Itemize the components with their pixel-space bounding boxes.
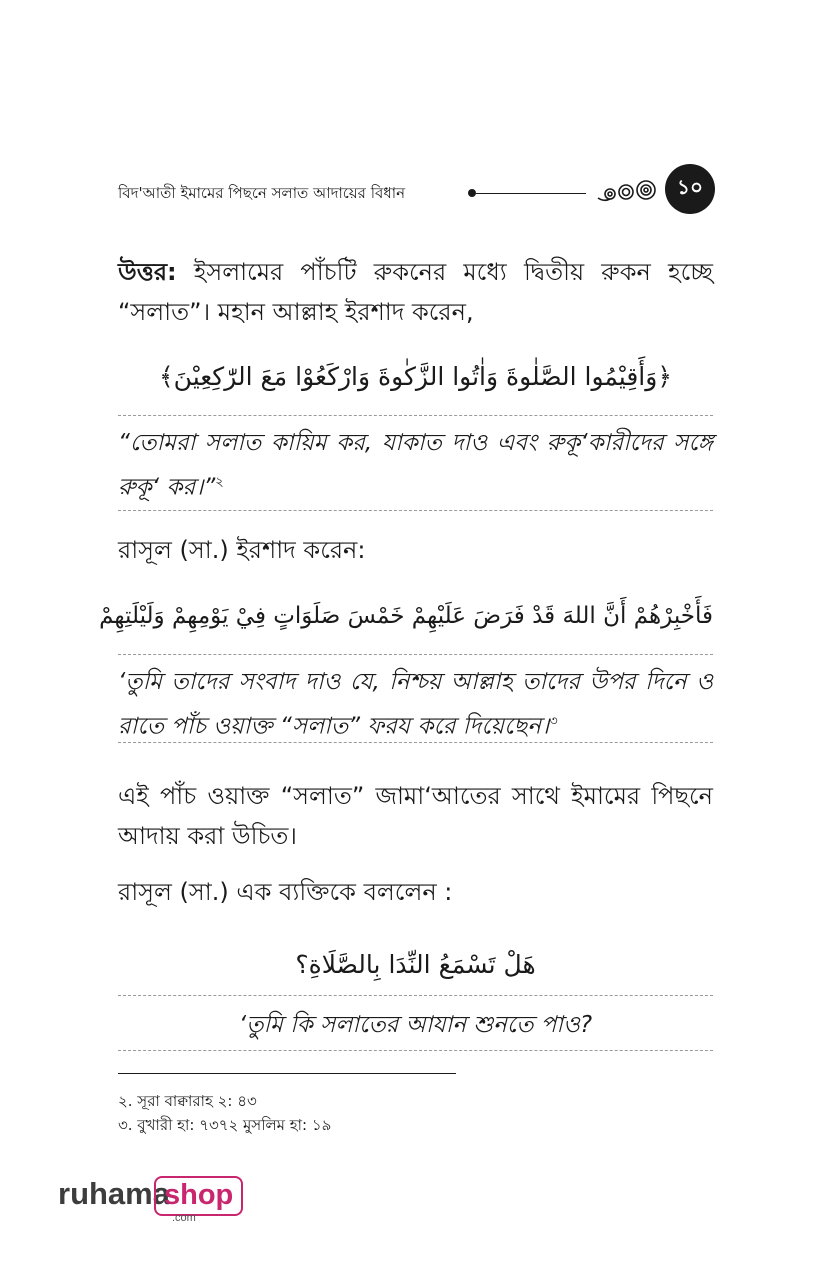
logo-wordmark: ruhama (58, 1176, 170, 1211)
answer-text: ইসলামের পাঁচটি রুকনের মধ্যে দ্বিতীয় রুকন হচ্ছে “সলাত”। মহান আল্লাহ ইরশাদ করেন, (118, 258, 713, 326)
body-paragraph: এই পাঁচ ওয়াক্ত “সলাত” জামা‘আতের সাথে ইমামের পিছনে আদায় করা উচিত। (118, 782, 713, 850)
divider (118, 654, 713, 655)
divider (118, 1050, 713, 1051)
divider (118, 415, 713, 416)
hadith-arabic: فَأَخْبِرْهُمْ أَنَّ اللهَ قَدْ فَرَضَ عَلَيْهِمْ خَمْسَ صَلَوَاتٍ فِيْ يَوْمِهِمْ وَلَيْلَتِهِمْ (99, 603, 713, 629)
footnote-rule (118, 1073, 456, 1074)
verse-translation-text: “তোমরা সলাত কায়িম কর, যাকাত দাও এবং রুকূ‘কারীদের সঙ্গে রুকূ‘ কর।” (118, 430, 713, 501)
hadith-intro: রাসূল (সা.) এক ব্যক্তিকে বললেন : (118, 878, 453, 906)
footnote-ref: ৩ (549, 714, 558, 729)
verse-translation (118, 423, 713, 508)
header-rule (476, 193, 586, 194)
verse-arabic: ﴿وَأَقِيْمُوا الصَّلٰوةَ وَاٰتُوا الزَّكٰوةَ وَارْكَعُوْا مَعَ الرّٰكِعِيْنَ﴾ (159, 362, 672, 391)
hadith-intro: রাসূল (সা.) ইরশাদ করেন: (118, 536, 366, 564)
divider (118, 995, 713, 996)
hadith-translation: ‘তুমি কি সলাতের আযান শুনতে পাও? (238, 1012, 593, 1038)
header-dot (468, 189, 476, 197)
footnote: ২. সূরা বাক্বারাহ ২: ৪৩ (118, 1092, 257, 1110)
page-number: ১০ (677, 175, 703, 199)
answer-label: উত্তর: (118, 258, 177, 286)
logo-shop-badge: shop (154, 1176, 243, 1216)
divider (118, 742, 713, 743)
hadith-translation (118, 662, 713, 747)
running-title: বিদ'আতী ইমামের পিছনে সলাত আদায়ের বিধান (118, 184, 406, 202)
ornament-swirl-icon (596, 176, 664, 206)
hadith-arabic: هَلْ تَسْمَعُ النِّدَا بِالصَّلَاةِ؟ (295, 950, 536, 979)
answer-paragraph (118, 252, 713, 332)
hadith-translation-text: ‘তুমি তাদের সংবাদ দাও যে, নিশ্চয় আল্লাহ তাদের উপর দিনে ও রাতে পাঁচ ওয়াক্ত “সলাত” ফরয করে দিয়েছেন। (118, 669, 713, 740)
footnote: ৩. বুখারী হা: ৭৩৭২ মুসলিম হা: ১৯ (118, 1116, 332, 1134)
footnote-ref: ২ (215, 475, 224, 490)
logo-domain: .com (172, 1212, 196, 1224)
divider (118, 510, 713, 511)
